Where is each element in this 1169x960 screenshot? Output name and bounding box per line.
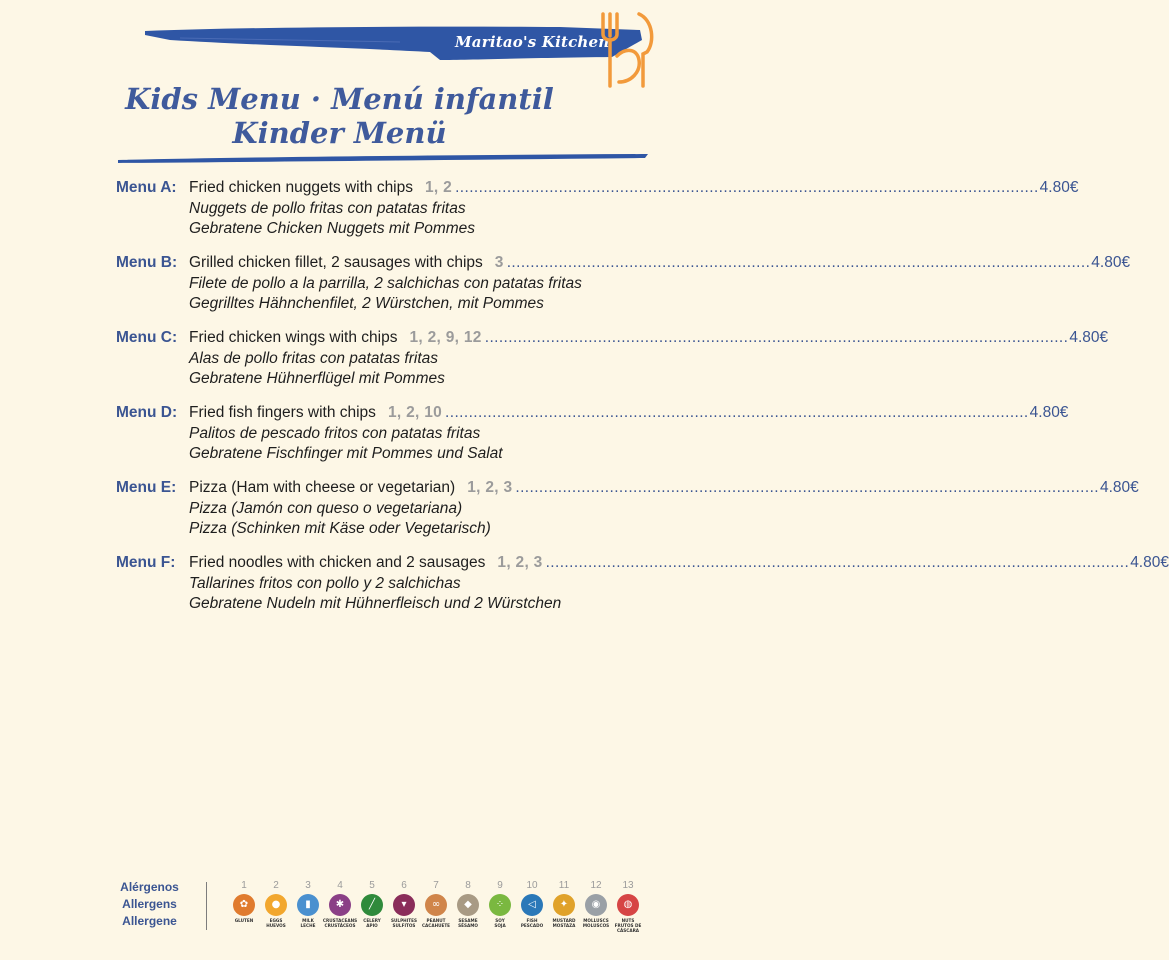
title-line-1: Kids Menu · Menú infantil xyxy=(125,82,554,116)
allergen-item xyxy=(260,880,292,933)
wine-glass-icon: ▾ xyxy=(393,894,415,916)
menu-item-f xyxy=(116,553,1169,628)
menu-item-e xyxy=(116,478,1139,553)
allergen-number: 10 xyxy=(526,880,538,891)
allergen-label: CELERY APIO xyxy=(363,918,381,928)
allergen-numbers: 1, 2, 10 xyxy=(387,404,443,421)
sesame-icon: ◆ xyxy=(457,894,479,916)
menu-item-c xyxy=(116,328,1109,403)
allergen-divider xyxy=(206,882,207,930)
menu-code: Menu D: xyxy=(116,404,178,421)
allergen-item xyxy=(516,880,548,933)
german-translation: Gebratene Chicken Nuggets mit Pommes xyxy=(189,220,476,237)
allergen-label: CRUSTACEANS CRUSTÁCEOS xyxy=(322,918,358,928)
german-translation: Gebratene Hühnerflügel mit Pommes xyxy=(189,370,445,387)
german-translation: Pizza (Schinken mit Käse oder Vegetarisch) xyxy=(189,520,491,537)
allergen-item xyxy=(356,880,388,933)
allergen-label: EGGS HUEVOS xyxy=(266,918,286,928)
spanish-translation: Nuggets de pollo fritas con patatas fritas xyxy=(189,200,466,217)
mustard-icon: ✦ xyxy=(553,894,575,916)
dot-leader: ............................................................................................................................ xyxy=(545,554,1130,571)
nut-icon: ◍ xyxy=(617,894,639,916)
german-translation: Gegrilltes Hähnchenfilet, 2 Würstchen, mit Pommes xyxy=(189,295,544,312)
price: 4.80€ xyxy=(1130,554,1169,571)
spanish-translation: Filete de pollo a la parrilla, 2 salchichas con patatas fritas xyxy=(189,275,582,292)
allergen-heading-es: Alérgenos xyxy=(120,880,179,894)
title-line-2: Kinder Menü xyxy=(232,116,447,150)
menu-code: Menu C: xyxy=(116,329,178,346)
dish-name: Fried chicken nuggets with chips xyxy=(189,179,414,196)
menu-line xyxy=(189,328,1109,348)
menu-code: Menu B: xyxy=(116,254,178,271)
spanish-translation: Tallarines fritos con pollo y 2 salchichas xyxy=(189,575,461,592)
allergen-numbers: 1, 2, 3 xyxy=(467,479,513,496)
allergen-heading-en: Allergens xyxy=(122,897,177,911)
allergen-item xyxy=(484,880,516,933)
fish-icon: ◁ xyxy=(521,894,543,916)
allergen-item xyxy=(580,880,612,933)
allergen-number: 11 xyxy=(558,880,570,891)
wheat-icon: ✿ xyxy=(233,894,255,916)
allergen-item xyxy=(292,880,324,933)
menu-line xyxy=(189,403,1069,423)
celery-icon: ╱ xyxy=(361,894,383,916)
allergen-numbers: 3 xyxy=(494,254,504,271)
milk-icon: ▮ xyxy=(297,894,319,916)
soy-icon: ⁘ xyxy=(489,894,511,916)
dish-name: Fried noodles with chicken and 2 sausages xyxy=(189,554,486,571)
allergen-label: NUTS FRUTOS DE CÁSCARA xyxy=(614,918,642,933)
price: 4.80€ xyxy=(1039,179,1079,196)
dish-name: Fried fish fingers with chips xyxy=(189,404,376,421)
allergen-label: SESAME SÉSAMO xyxy=(458,918,478,928)
dish-name: Grilled chicken fillet, 2 sausages with chips xyxy=(189,254,483,271)
allergen-number: 7 xyxy=(433,880,439,891)
allergen-number: 2 xyxy=(273,880,279,891)
allergen-item xyxy=(228,880,260,933)
menu-code: Menu F: xyxy=(116,554,176,571)
menu-line xyxy=(189,553,1169,573)
allergen-item xyxy=(324,880,356,933)
allergen-heading-de: Allergene xyxy=(122,914,177,928)
menu-list xyxy=(116,178,1169,628)
menu-code: Menu A: xyxy=(116,179,177,196)
spanish-translation: Pizza (Jamón con queso o vegetariana) xyxy=(189,500,463,517)
allergen-legend-heading xyxy=(112,879,187,930)
allergen-label: SOY SOJA xyxy=(494,918,506,928)
peanut-icon: ∞ xyxy=(425,894,447,916)
menu-item-b xyxy=(116,253,1131,328)
allergen-label: MILK LECHE xyxy=(300,918,316,928)
title-underline-stroke xyxy=(0,0,679,170)
dot-leader: ............................................................................................................................ xyxy=(445,404,1029,421)
allergen-item xyxy=(452,880,484,933)
eggs-icon: ● xyxy=(265,894,287,916)
dish-name: Fried chicken wings with chips xyxy=(189,329,398,346)
dot-leader: ............................................................................................................................ xyxy=(515,479,1099,496)
dish-name: Pizza (Ham with cheese or vegetarian) xyxy=(189,479,456,496)
allergen-item xyxy=(388,880,420,933)
brand-name: Maritao's Kitchen xyxy=(455,33,610,51)
menu-code: Menu E: xyxy=(116,479,177,496)
allergen-number: 3 xyxy=(305,880,311,891)
allergen-numbers: 1, 2, 3 xyxy=(497,554,543,571)
price: 4.80€ xyxy=(1029,404,1069,421)
menu-line xyxy=(189,478,1139,498)
price: 4.80€ xyxy=(1091,254,1131,271)
allergen-number: 6 xyxy=(401,880,407,891)
menu-item-a xyxy=(116,178,1079,253)
crab-icon: ✱ xyxy=(329,894,351,916)
allergen-item xyxy=(420,880,452,933)
allergen-label: GLUTEN xyxy=(234,918,254,923)
allergen-label: PEANUT CACAHUETE xyxy=(421,918,451,928)
allergen-number: 4 xyxy=(337,880,343,891)
german-translation: Gebratene Nudeln mit Hühnerfleisch und 2 Würstchen xyxy=(189,595,562,612)
allergen-numbers: 1, 2 xyxy=(425,179,453,196)
allergen-number: 1 xyxy=(241,880,247,891)
allergen-label: MOLLUSCS MOLUSCOS xyxy=(582,918,610,928)
german-translation: Gebratene Fischfinger mit Pommes und Salat xyxy=(189,445,503,462)
shell-icon: ◉ xyxy=(585,894,607,916)
allergen-label: SULPHITES SULFITOS xyxy=(391,918,417,928)
spanish-translation: Palitos de pescado fritos con patatas fritas xyxy=(189,425,481,442)
allergen-legend xyxy=(228,880,644,933)
price: 4.80€ xyxy=(1069,329,1109,346)
allergen-number: 13 xyxy=(622,880,634,891)
allergen-number: 12 xyxy=(590,880,602,891)
allergen-number: 8 xyxy=(465,880,471,891)
menu-item-d xyxy=(116,403,1069,478)
allergen-number: 5 xyxy=(369,880,375,891)
dot-leader: ............................................................................................................................ xyxy=(455,179,1039,196)
allergen-number: 9 xyxy=(497,880,503,891)
allergen-item xyxy=(548,880,580,933)
menu-line xyxy=(189,253,1131,273)
spanish-translation: Alas de pollo fritas con patatas fritas xyxy=(189,350,438,367)
dot-leader: ............................................................................................................................ xyxy=(506,254,1091,271)
dot-leader: ............................................................................................................................ xyxy=(484,329,1069,346)
menu-line xyxy=(189,178,1079,198)
allergen-item xyxy=(612,880,644,933)
allergen-label: FISH PESCADO xyxy=(520,918,544,928)
allergen-label: MUSTARD MOSTAZA xyxy=(552,918,576,928)
price: 4.80€ xyxy=(1099,479,1139,496)
allergen-numbers: 1, 2, 9, 12 xyxy=(409,329,482,346)
